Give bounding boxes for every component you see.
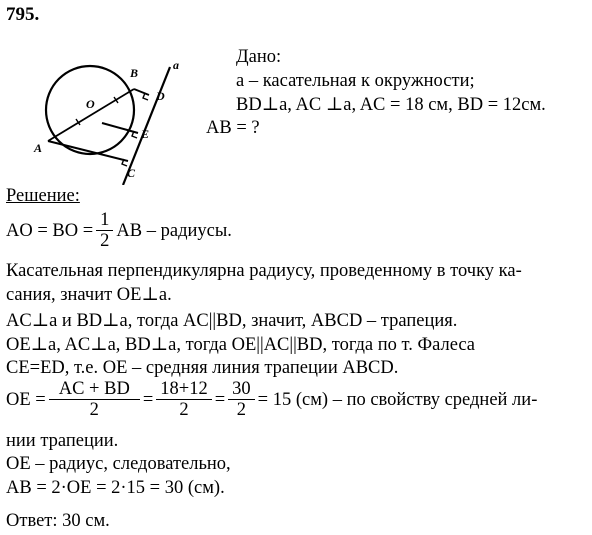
radius-eq-right: AB – радиусы.	[116, 220, 232, 241]
solution-line-9: OE – радиус, следовательно,	[6, 454, 231, 474]
radius-eq-left: AO = BO =	[6, 220, 94, 241]
segment-ac	[48, 141, 128, 161]
problem-number: 795.	[6, 4, 40, 25]
solution-heading: Решение:	[6, 186, 80, 206]
fraction-result	[228, 379, 255, 420]
solution-line-10: AB = 2·OE = 2·15 = 30 (см).	[6, 478, 225, 498]
eq-sign-1: =	[142, 389, 154, 410]
solution-line-8: нии трапеции.	[6, 431, 119, 451]
label-a-point: A	[34, 141, 43, 155]
given-title: Дано:	[236, 47, 282, 67]
label-b: B	[130, 66, 139, 80]
oe-left: OE =	[6, 389, 46, 410]
oe-equation	[6, 379, 537, 420]
frac2-num: 18+12	[156, 379, 211, 400]
frac3-num: 30	[228, 379, 255, 400]
label-o: O	[86, 97, 95, 111]
half-fraction	[96, 210, 113, 251]
solution-line-5: OE⊥a, AC⊥a, BD⊥a, тогда OE||AC||BD, тогда по т. Фалеса	[6, 335, 476, 355]
radius-equation	[6, 210, 232, 251]
half-den: 2	[100, 231, 110, 251]
label-d: D	[156, 89, 165, 103]
label-c: C	[127, 166, 136, 180]
frac1-den: 2	[89, 400, 99, 420]
geometry-figure	[30, 55, 190, 185]
frac1-num: AC + BD	[49, 379, 140, 400]
solution-line-6: CE=ED, т.е. OE – средняя линия трапеции ABCD.	[6, 358, 399, 378]
solution-line-4: AC⊥a и BD⊥a, тогда AC||BD, значит, ABCD – трапеция.	[6, 311, 458, 331]
given-line-2: BD⊥a, AC ⊥a, AC = 18 см, BD = 12см.	[236, 95, 546, 115]
given-line-1: а – касательная к окружности;	[236, 71, 475, 91]
half-num: 1	[96, 210, 113, 231]
label-e: E	[141, 127, 150, 141]
fraction-values	[156, 379, 211, 420]
oe-right: = 15 (см) – по свойству средней ли-	[257, 389, 538, 410]
eq-sign-2: =	[214, 389, 226, 410]
frac3-den: 2	[236, 400, 247, 420]
frac2-den: 2	[179, 400, 189, 420]
given-question: AB = ?	[206, 118, 260, 138]
answer: Ответ: 30 см.	[6, 511, 110, 531]
fraction-sum	[49, 379, 140, 420]
solution-line-2: Касательная перпендикулярна радиусу, проведенному в точку ка-	[6, 261, 522, 281]
label-a: a	[173, 58, 179, 72]
segment-bd	[134, 89, 149, 95]
solution-line-3: сания, значит OE⊥a.	[6, 285, 172, 305]
